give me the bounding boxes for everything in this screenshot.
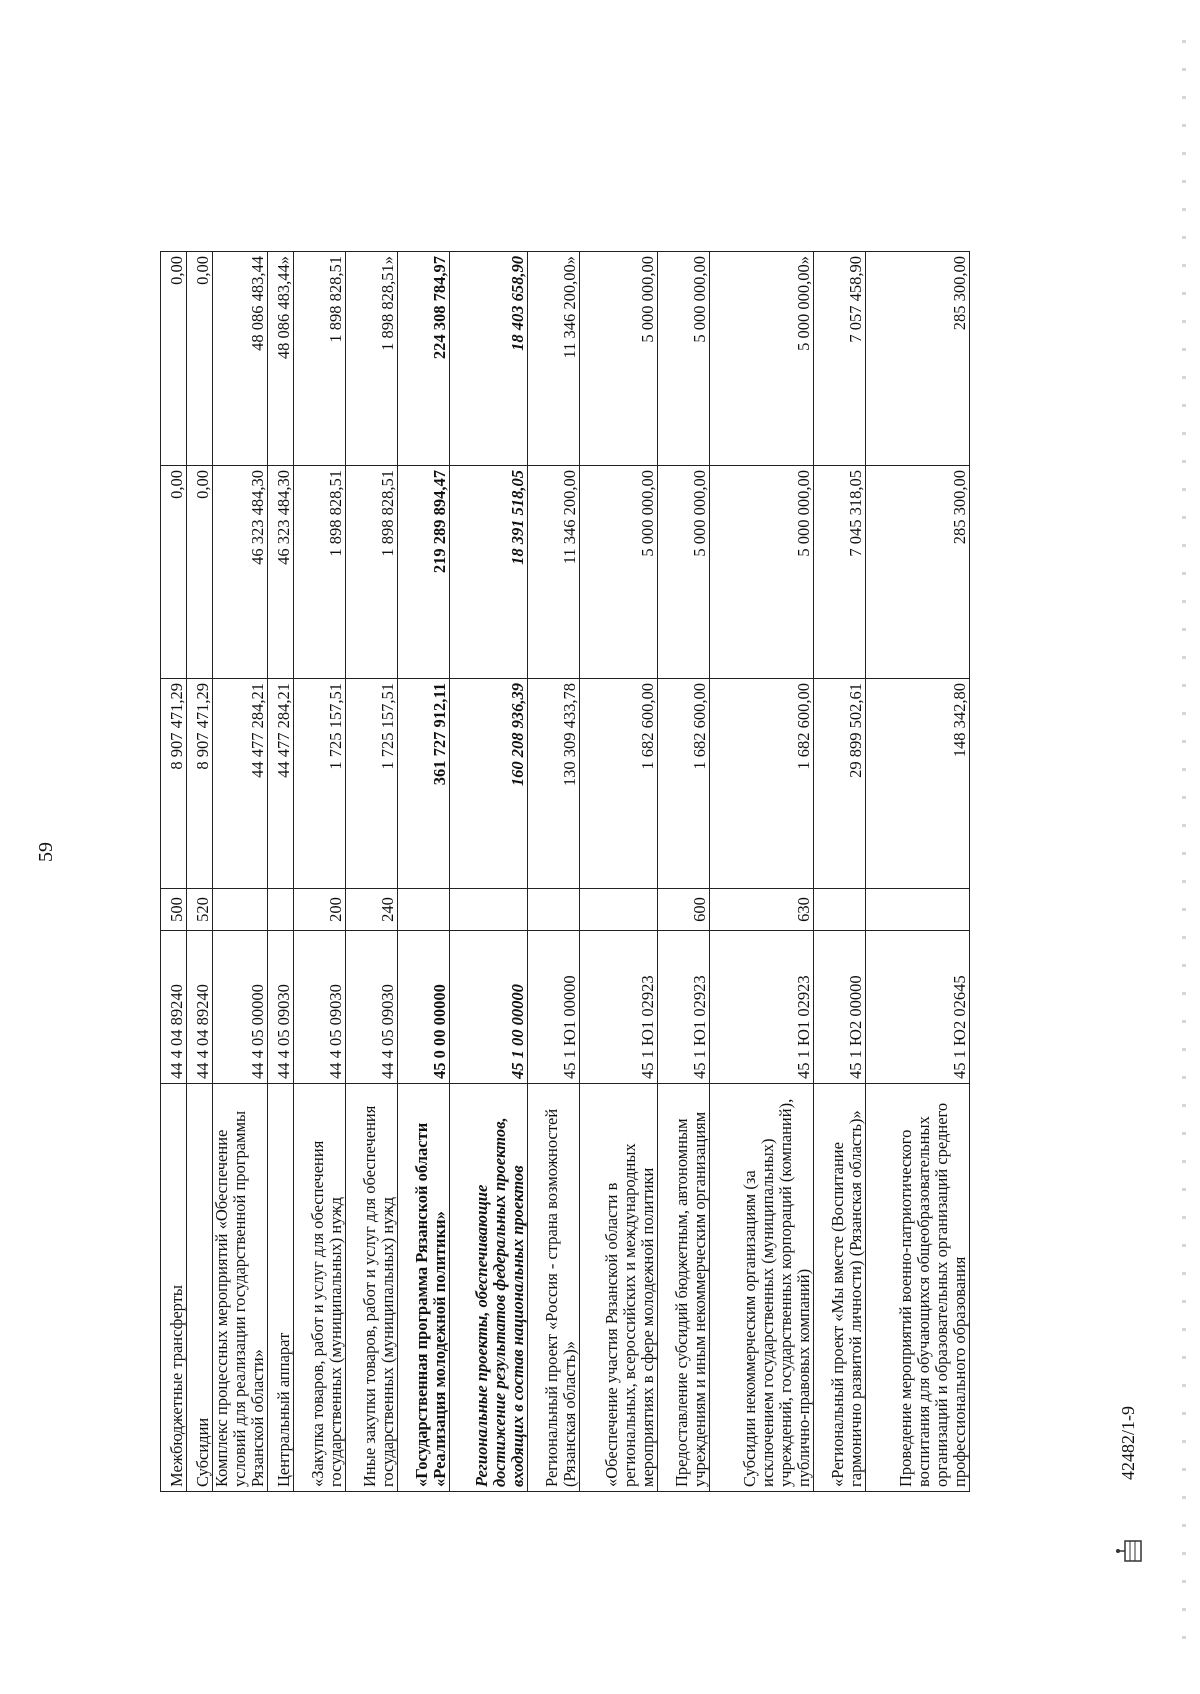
row-expense-type: 520 xyxy=(187,889,213,931)
row-amount-year2: 18 391 518,05 xyxy=(450,466,528,679)
row-expense-type: 200 xyxy=(294,889,346,931)
row-description: Субсидии xyxy=(187,1084,213,1492)
row-amount-year2: 1 898 828,51 xyxy=(294,466,346,679)
row-amount-year2: 5 000 000,00 xyxy=(658,466,710,679)
row-target-code: 44 4 05 09030 xyxy=(268,931,294,1084)
row-amount-year1: 148 342,80 xyxy=(866,679,970,889)
row-description: «Региональный проект «Мы вместе (Воспитание гармонично развитой личности) (Рязанская область)» xyxy=(814,1084,866,1492)
row-description: Межбюджетные трансферты xyxy=(161,1084,187,1492)
row-amount-year1: 160 208 936,39 xyxy=(450,679,528,889)
row-amount-year3: 7 057 458,90 xyxy=(814,252,866,466)
row-expense-type: 240 xyxy=(346,889,398,931)
row-amount-year1: 8 907 471,29 xyxy=(161,679,187,889)
row-description: Региональный проект «Россия - страна возможностей (Рязанская область)» xyxy=(528,1084,580,1492)
row-amount-year3: 1 898 828,51» xyxy=(346,252,398,466)
row-amount-year3: 1 898 828,51 xyxy=(294,252,346,466)
row-amount-year3: 18 403 658,90 xyxy=(450,252,528,466)
row-amount-year1: 130 309 433,78 xyxy=(528,679,580,889)
row-target-code: 45 1 00 00000 xyxy=(450,931,528,1084)
row-expense-type xyxy=(268,889,294,931)
row-amount-year3: 0,00 xyxy=(161,252,187,466)
row-amount-year3: 5 000 000,00 xyxy=(580,252,658,466)
row-description: Центральный аппарат xyxy=(268,1084,294,1492)
table-row xyxy=(346,252,398,1492)
row-amount-year3: 5 000 000,00 xyxy=(658,252,710,466)
row-target-code: 44 4 05 09030 xyxy=(294,931,346,1084)
table-row xyxy=(450,252,528,1492)
table-row xyxy=(580,252,658,1492)
rotated-page-frame xyxy=(35,252,1138,1492)
row-target-code: 45 0 00 00000 xyxy=(398,931,450,1084)
row-expense-type xyxy=(580,889,658,931)
row-amount-year1: 1 725 157,51 xyxy=(294,679,346,889)
row-description: «Обеспечение участия Рязанской области в региональных, всероссийских и международных мероприятиях в сфере молодежной политики xyxy=(580,1084,658,1492)
row-description: Региональные проекты, обеспечивающие достижение результатов федеральных проектов, входящих в состав национальных проектов xyxy=(450,1084,528,1492)
row-amount-year2: 46 323 484,30 xyxy=(268,466,294,679)
row-description: «Закупка товаров, работ и услуг для обеспечения государственных (муниципальных) нужд xyxy=(294,1084,346,1492)
row-expense-type: 630 xyxy=(710,889,814,931)
page-number: 59 xyxy=(35,842,57,862)
row-amount-year2: 0,00 xyxy=(161,466,187,679)
table-row xyxy=(866,252,970,1492)
row-amount-year3: 11 346 200,00» xyxy=(528,252,580,466)
table-row xyxy=(658,252,710,1492)
table-row xyxy=(398,252,450,1492)
row-amount-year3: 48 086 483,44» xyxy=(268,252,294,466)
row-amount-year2: 11 346 200,00 xyxy=(528,466,580,679)
row-target-code: 45 1 Ю2 02645 xyxy=(866,931,970,1084)
row-expense-type xyxy=(213,889,268,931)
row-amount-year1: 361 727 912,11 xyxy=(398,679,450,889)
row-target-code: 44 4 04 89240 xyxy=(161,931,187,1084)
row-amount-year2: 285 300,00 xyxy=(866,466,970,679)
table-body xyxy=(161,252,970,1492)
scanner-stamp-icon xyxy=(1115,1538,1145,1564)
scan-edge-artifacts xyxy=(1182,40,1186,1640)
row-description: Субсидии некоммерческим организациям (за исключением государственных (муниципальных) учреждений, государственных корпораций (компаний), публично-правовых компаний) xyxy=(710,1084,814,1492)
row-amount-year1: 1 682 600,00 xyxy=(710,679,814,889)
row-description: Комплекс процессных мероприятий «Обеспечение условий для реализации государственной программы Рязанской области» xyxy=(213,1084,268,1492)
row-amount-year1: 8 907 471,29 xyxy=(187,679,213,889)
table-row xyxy=(814,252,866,1492)
row-expense-type xyxy=(814,889,866,931)
table-row xyxy=(528,252,580,1492)
row-amount-year1: 44 477 284,21 xyxy=(213,679,268,889)
table-row xyxy=(161,252,187,1492)
row-target-code: 45 1 Ю1 00000 xyxy=(528,931,580,1084)
row-amount-year2: 46 323 484,30 xyxy=(213,466,268,679)
row-expense-type xyxy=(450,889,528,931)
table-row xyxy=(213,252,268,1492)
row-target-code: 44 4 05 00000 xyxy=(213,931,268,1084)
row-description: «Государственная программа Рязанской области «Реализация молодежной политики» xyxy=(398,1084,450,1492)
row-amount-year1: 1 725 157,51 xyxy=(346,679,398,889)
table-row xyxy=(710,252,814,1492)
row-expense-type xyxy=(528,889,580,931)
row-amount-year2: 5 000 000,00 xyxy=(580,466,658,679)
row-amount-year3: 0,00 xyxy=(187,252,213,466)
row-expense-type: 500 xyxy=(161,889,187,931)
row-target-code: 45 1 Ю1 02923 xyxy=(658,931,710,1084)
row-amount-year2: 1 898 828,51 xyxy=(346,466,398,679)
row-amount-year2: 0,00 xyxy=(187,466,213,679)
row-amount-year2: 7 045 318,05 xyxy=(814,466,866,679)
row-description: Проведение мероприятий военно-патриотического воспитания для обучающихся общеобразовательных организаций и образовательных организаций среднего профессионального образования xyxy=(866,1084,970,1492)
row-expense-type xyxy=(866,889,970,931)
row-amount-year1: 1 682 600,00 xyxy=(658,679,710,889)
row-amount-year1: 44 477 284,21 xyxy=(268,679,294,889)
row-expense-type xyxy=(398,889,450,931)
table-row xyxy=(294,252,346,1492)
row-amount-year1: 29 899 502,61 xyxy=(814,679,866,889)
row-amount-year1: 1 682 600,00 xyxy=(580,679,658,889)
table-row xyxy=(268,252,294,1492)
row-target-code: 45 1 Ю2 00000 xyxy=(814,931,866,1084)
table-row xyxy=(187,252,213,1492)
row-amount-year3: 285 300,00 xyxy=(866,252,970,466)
row-expense-type: 600 xyxy=(658,889,710,931)
row-description: Предоставление субсидий бюджетным, автономным учреждениям и иным некоммерческим организациям xyxy=(658,1084,710,1492)
row-amount-year2: 5 000 000,00 xyxy=(710,466,814,679)
budget-table xyxy=(160,251,970,1492)
row-amount-year3: 48 086 483,44 xyxy=(213,252,268,466)
row-target-code: 45 1 Ю1 02923 xyxy=(710,931,814,1084)
row-target-code: 45 1 Ю1 02923 xyxy=(580,931,658,1084)
row-amount-year2: 219 289 894,47 xyxy=(398,466,450,679)
row-amount-year3: 5 000 000,00» xyxy=(710,252,814,466)
row-target-code: 44 4 05 09030 xyxy=(346,931,398,1084)
row-amount-year3: 224 308 784,97 xyxy=(398,252,450,466)
document-code: 42482/1-9 xyxy=(1118,1406,1138,1480)
row-description: Иные закупки товаров, работ и услуг для обеспечения государственных (муниципальных) нужд xyxy=(346,1084,398,1492)
row-target-code: 44 4 04 89240 xyxy=(187,931,213,1084)
